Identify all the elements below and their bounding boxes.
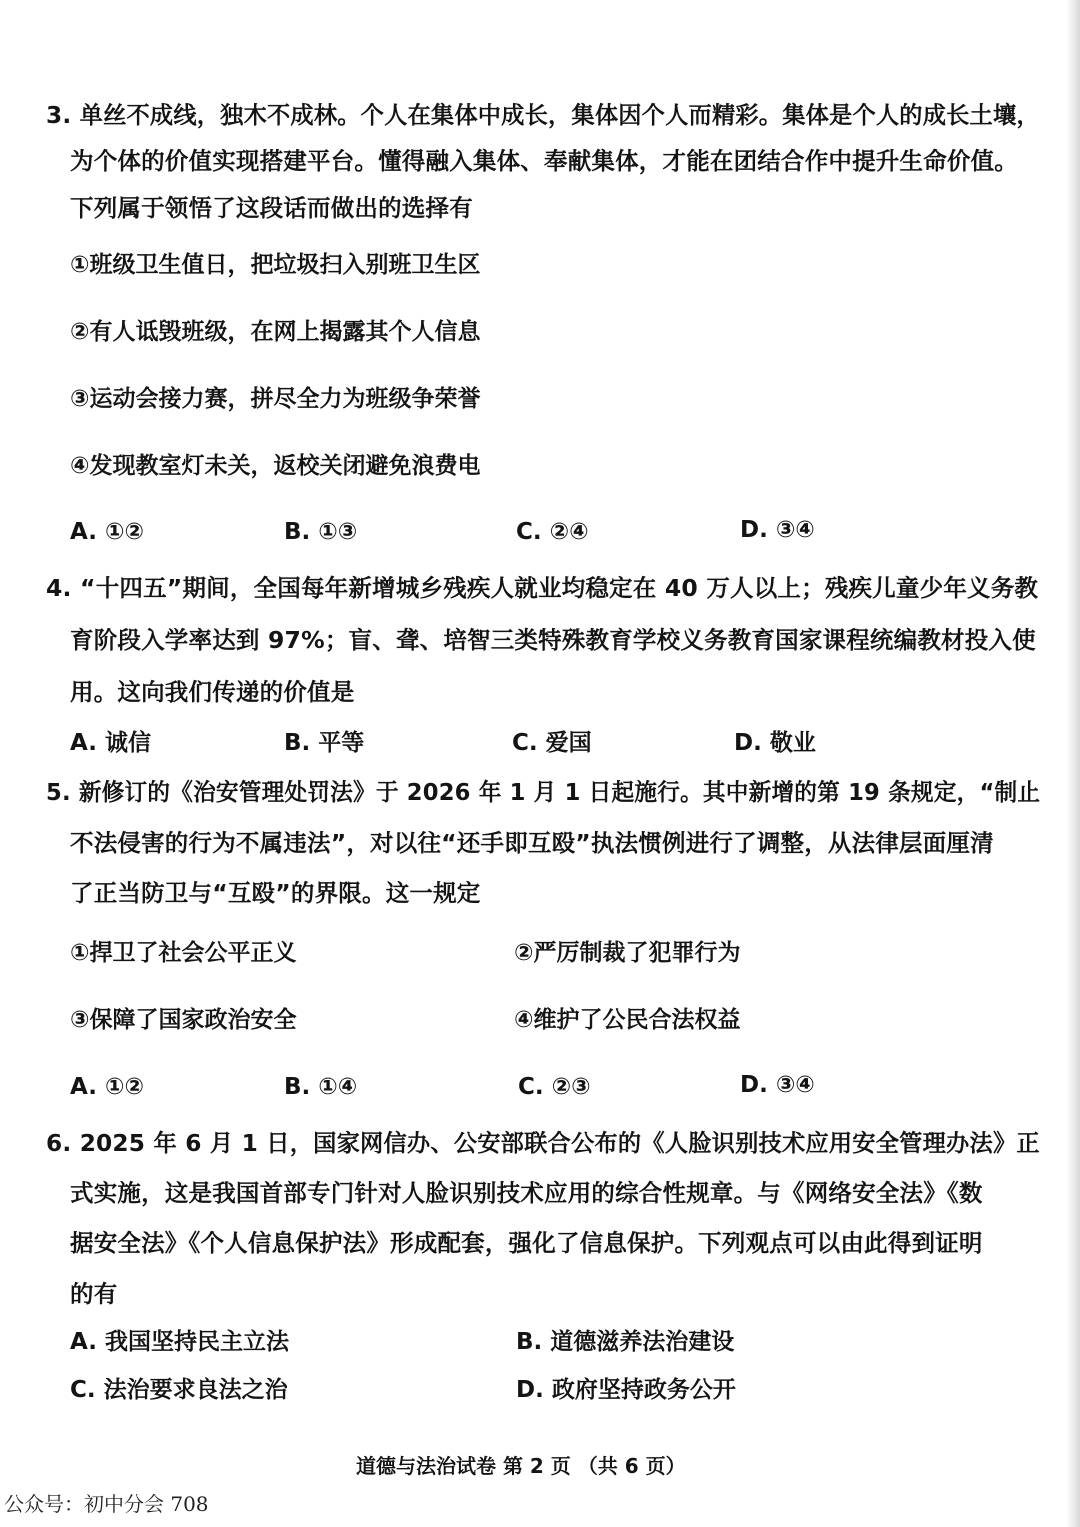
- question-3-stem-line-3: 下列属于领悟了这段话而做出的选择有: [70, 194, 473, 222]
- question-3-statement-1: ①班级卫生值日，把垃圾扫入别班卫生区: [70, 252, 481, 278]
- question-3-stem-line-2: 为个体的价值实现搭建平台。懂得融入集体、奉献集体，才能在团结合作中提升生命价值。: [70, 147, 1018, 175]
- question-5-statement-3: ③保障了国家政治安全: [70, 1007, 297, 1033]
- question-6-choice-b: B. 道德滋养法治建设: [516, 1329, 735, 1355]
- watermark-text: 公众号：初中分会 708: [4, 1492, 209, 1516]
- question-4-stem-line-1: 4. “十四五”期间，全国每年新增城乡残疾人就业均稳定在 40 万人以上；残疾儿童少年义务教: [46, 574, 1039, 602]
- question-3-statement-2: ②有人诋毁班级，在网上揭露其个人信息: [70, 319, 481, 345]
- question-3-choice-a: A. ①②: [70, 519, 144, 545]
- question-3-choice-b: B. ①③: [284, 519, 358, 545]
- question-6-stem-line-2: 式实施，这是我国首部专门针对人脸识别技术应用的综合性规章。与《网络安全法》《数: [70, 1179, 983, 1207]
- question-6-stem-line-1: 6. 2025 年 6 月 1 日，国家网信办、公安部联合公布的《人脸识别技术应用安全管理办法》正: [46, 1129, 1040, 1157]
- question-5-statement-2: ②严厉制裁了犯罪行为: [514, 940, 741, 966]
- question-5-choice-c: C. ②③: [518, 1074, 591, 1100]
- question-5-choice-b: B. ①④: [284, 1074, 358, 1100]
- question-3-choice-c: C. ②④: [516, 519, 589, 545]
- question-5-stem-line-3: 了正当防卫与“互殴”的界限。这一规定: [70, 879, 481, 907]
- question-6-stem-line-3: 据安全法》《个人信息保护法》形成配套，强化了信息保护。下列观点可以由此得到证明: [70, 1229, 983, 1257]
- question-5-statement-1: ①捍卫了社会公平正义: [70, 940, 297, 966]
- question-4-choice-d: D. 敬业: [734, 730, 816, 756]
- question-6-choice-d: D. 政府坚持政务公开: [516, 1377, 736, 1403]
- question-4-stem-line-3: 用。这向我们传递的价值是: [70, 678, 355, 706]
- question-3-statement-3: ③运动会接力赛，拼尽全力为班级争荣誉: [70, 386, 481, 412]
- page-edge-shadow: [1066, 0, 1080, 1527]
- question-5-statement-4: ④维护了公民合法权益: [514, 1007, 741, 1033]
- question-5-choice-a: A. ①②: [70, 1074, 144, 1100]
- question-5-stem-line-1: 5. 新修订的《治安管理处罚法》于 2026 年 1 月 1 日起施行。其中新增的第 19 条规定，“制止: [46, 778, 1041, 806]
- question-3-statement-4: ④发现教室灯未关，返校关闭避免浪费电: [70, 453, 481, 479]
- question-6-choice-c: C. 法治要求良法之治: [70, 1377, 288, 1403]
- question-4-choice-a: A. 诚信: [70, 730, 151, 756]
- question-4-stem-line-2: 育阶段入学率达到 97%；盲、聋、培智三类特殊教育学校义务教育国家课程统编教材投入使: [70, 626, 1036, 654]
- question-4-choice-b: B. 平等: [284, 730, 365, 756]
- page-footer: 道德与法治试卷 第 2 页 （共 6 页）: [356, 1454, 686, 1478]
- question-5-stem-line-2: 不法侵害的行为不属违法”，对以往“还手即互殴”执法惯例进行了调整，从法律层面厘清: [70, 829, 994, 857]
- question-4-choice-c: C. 爱国: [512, 730, 592, 756]
- question-6-stem-line-4: 的有: [70, 1280, 118, 1308]
- question-5-choice-d: D. ③④: [740, 1072, 815, 1098]
- question-6-choice-a: A. 我国坚持民主立法: [70, 1329, 289, 1355]
- question-3-choice-d: D. ③④: [740, 517, 815, 543]
- question-3-stem-line-1: 3. 单丝不成线，独木不成林。个人在集体中成长，集体因个人而精彩。集体是个人的成长土壤，: [46, 101, 1040, 129]
